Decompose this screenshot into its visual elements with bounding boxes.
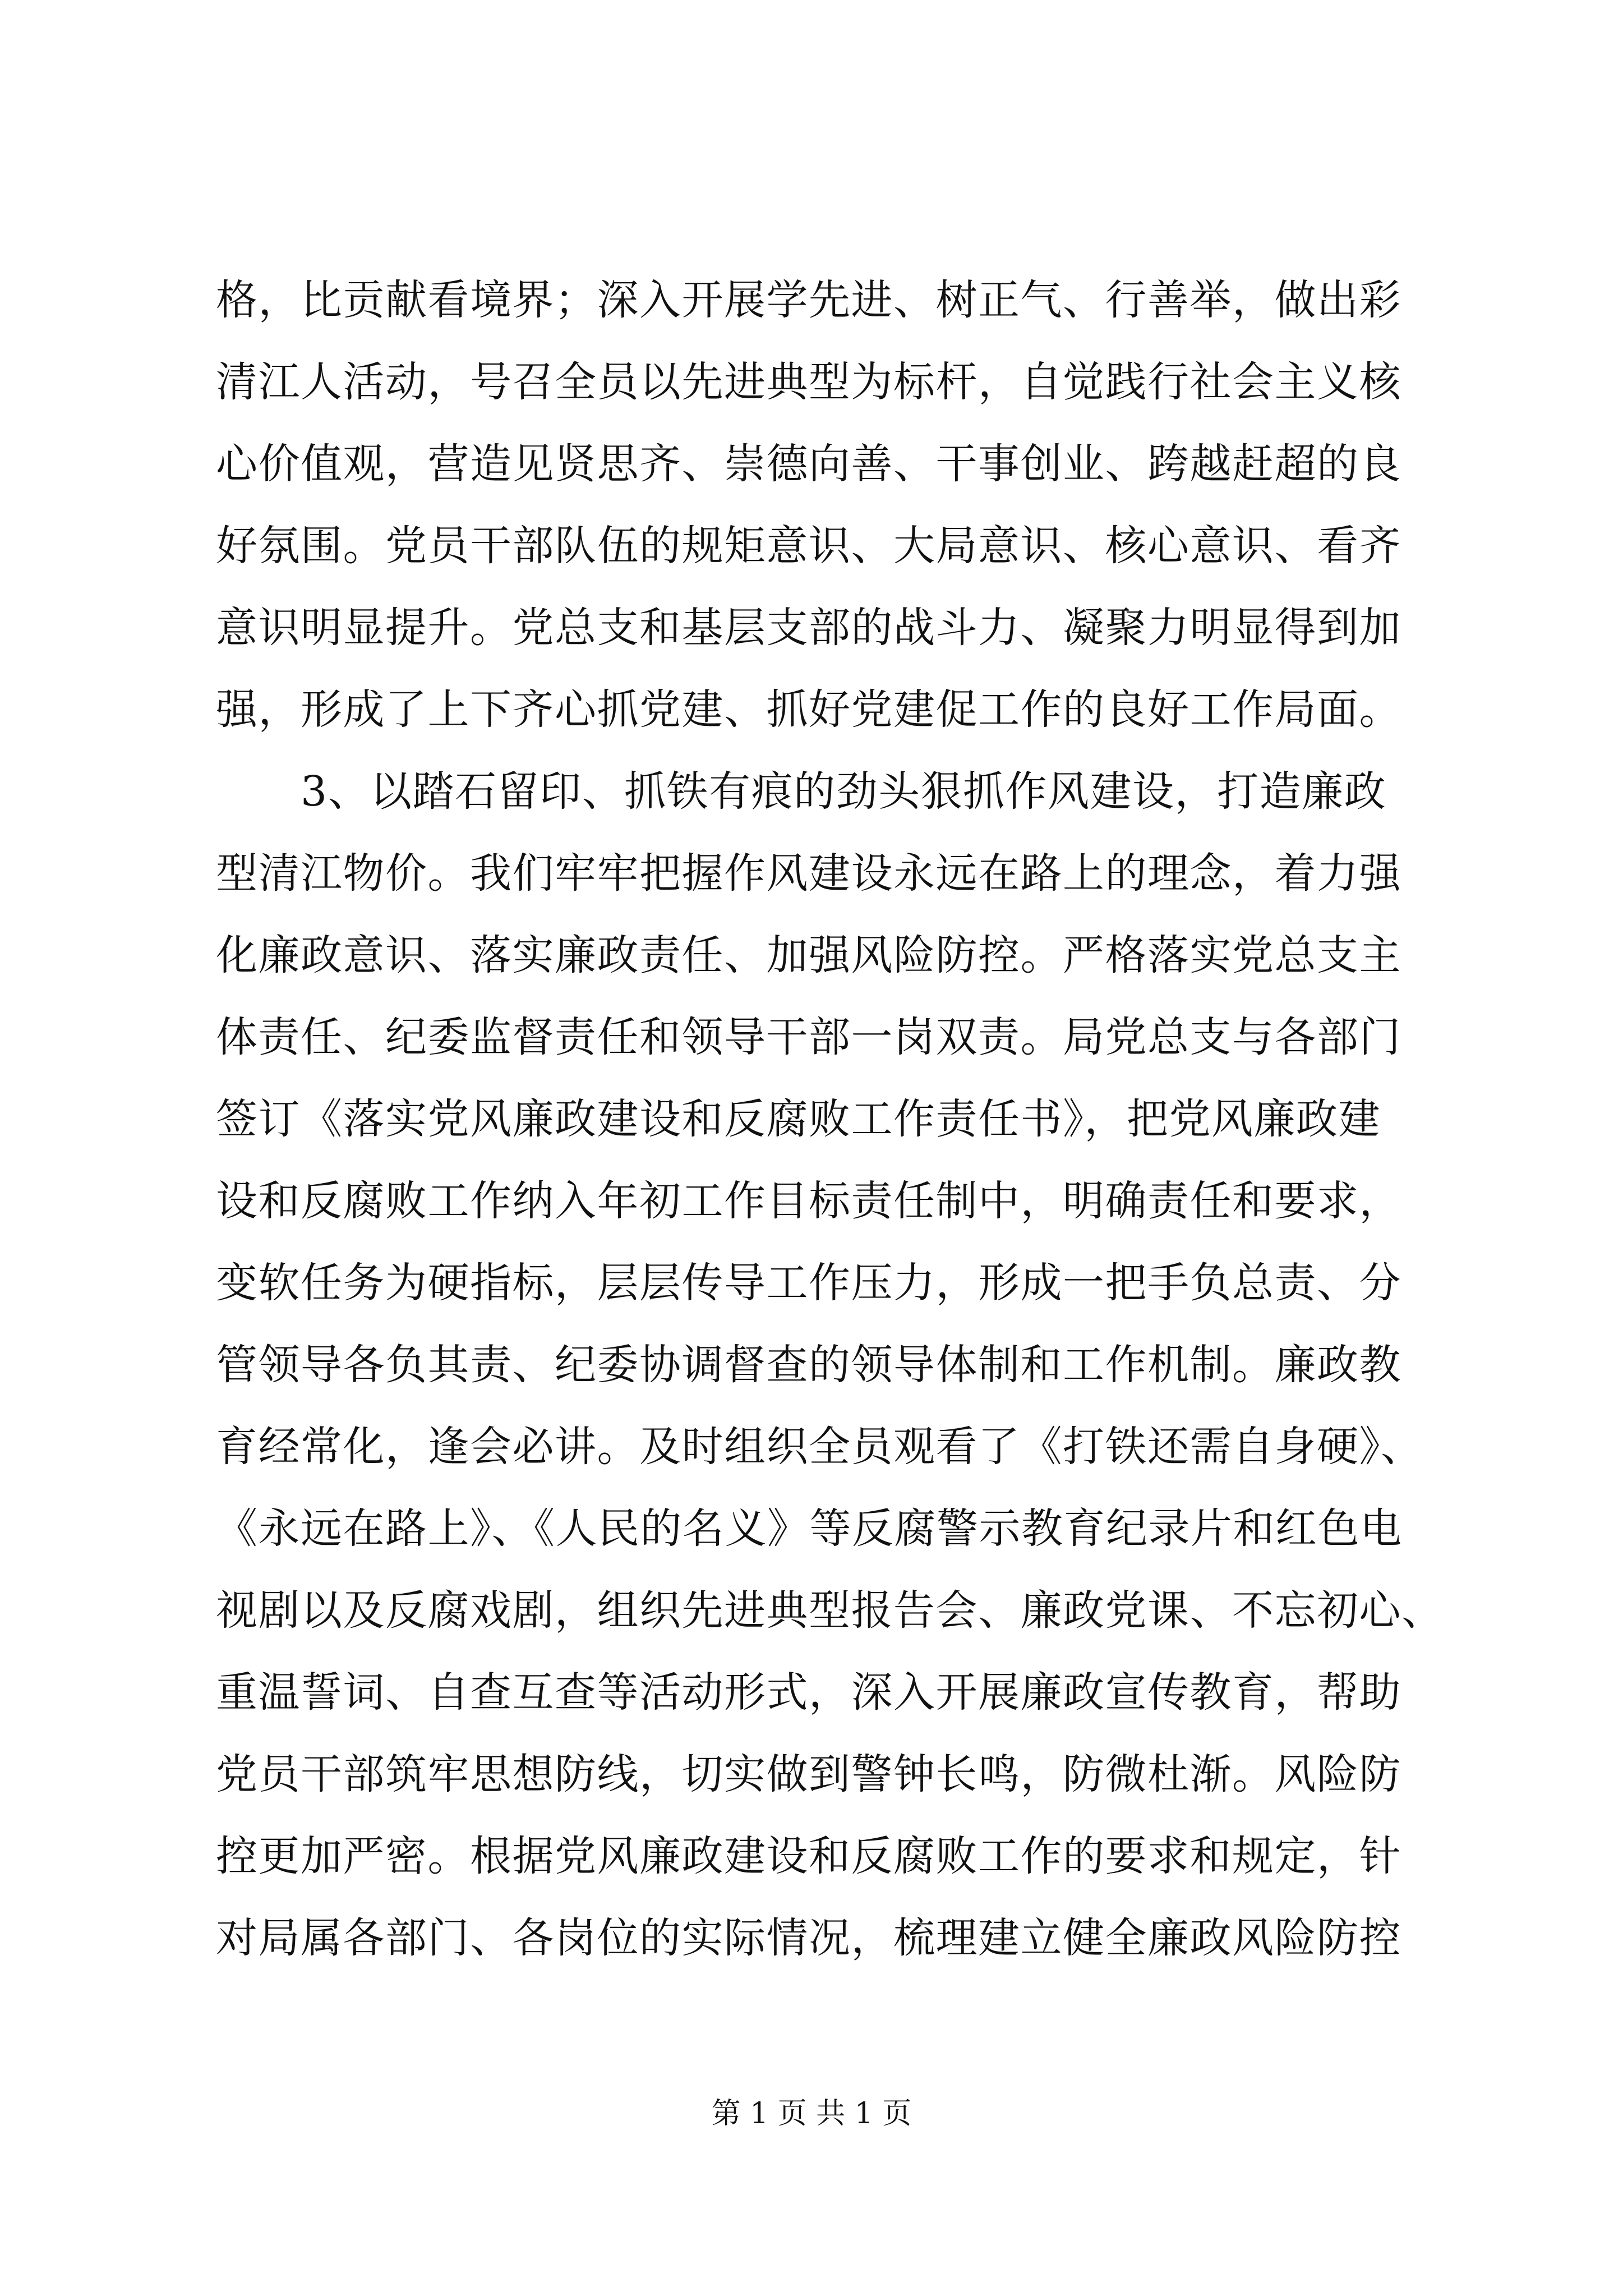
text-line-6: 强，形成了上下齐心抓党建、抓好党建促工作的良好工作局面。 bbox=[216, 685, 1401, 734]
page-footer bbox=[0, 2094, 1623, 2133]
text-line-16: 《永远在路上》、《人民的名义》等反腐警示教育纪录片和红色电 bbox=[216, 1504, 1403, 1553]
text-line-15: 育经常化，逢会必讲。及时组织全员观看了《打铁还需自身硬》、 bbox=[216, 1423, 1423, 1471]
text-line-10: 体责任、纪委监督责任和领导干部一岗双责。局党总支与各部门 bbox=[216, 1013, 1401, 1061]
text-line-11: 签订《落实党风廉政建设和反腐败工作责任书》，把党风廉政建 bbox=[216, 1095, 1381, 1143]
text-line-14: 管领导各负其责、纪委协调督查的领导体制和工作机制。廉政教 bbox=[216, 1341, 1401, 1389]
text-line-7: 3、以踏石留印、抓铁有痕的劲头狠抓作风建设，打造廉政 bbox=[216, 767, 1387, 816]
text-line-17: 视剧以及反腐戏剧，组织先进典型报告会、廉政党课、不忘初心、 bbox=[216, 1586, 1444, 1635]
text-line-21: 对局属各部门、各岗位的实际情况，梳理建立健全廉政风险防控 bbox=[216, 1914, 1401, 1962]
text-line-4: 好氛围。党员干部队伍的规矩意识、大局意识、核心意识、看齐 bbox=[216, 522, 1401, 570]
body-text bbox=[216, 259, 1444, 1979]
text-line-2: 清江人活动，号召全员以先进典型为标杆，自觉践行社会主义核 bbox=[216, 358, 1401, 406]
text-line-5: 意识明显提升。党总支和基层支部的战斗力、凝聚力明显得到加 bbox=[216, 604, 1401, 652]
text-line-1: 格，比贡献看境界；深入开展学先进、树正气、行善举，做出彩 bbox=[216, 276, 1401, 324]
text-line-8: 型清江物价。我们牢牢把握作风建设永远在路上的理念，着力强 bbox=[216, 849, 1401, 898]
text-line-20: 控更加严密。根据党风廉政建设和反腐败工作的要求和规定，针 bbox=[216, 1832, 1401, 1880]
page-number-label: 第 1 页 共 1 页 bbox=[711, 2097, 912, 2131]
text-line-13: 变软任务为硬指标，层层传导工作压力，形成一把手负总责、分 bbox=[216, 1259, 1401, 1307]
text-line-9: 化廉政意识、落实廉政责任、加强风险防控。严格落实党总支主 bbox=[216, 931, 1401, 979]
text-line-18: 重温誓词、自查互查等活动形式，深入开展廉政宣传教育，帮助 bbox=[216, 1668, 1401, 1717]
text-line-3: 心价值观，营造见贤思齐、崇德向善、干事创业、跨越赶超的良 bbox=[216, 440, 1401, 488]
text-line-12: 设和反腐败工作纳入年初工作目标责任制中，明确责任和要求， bbox=[216, 1177, 1401, 1225]
text-line-19: 党员干部筑牢思想防线，切实做到警钟长鸣，防微杜渐。风险防 bbox=[216, 1750, 1401, 1798]
